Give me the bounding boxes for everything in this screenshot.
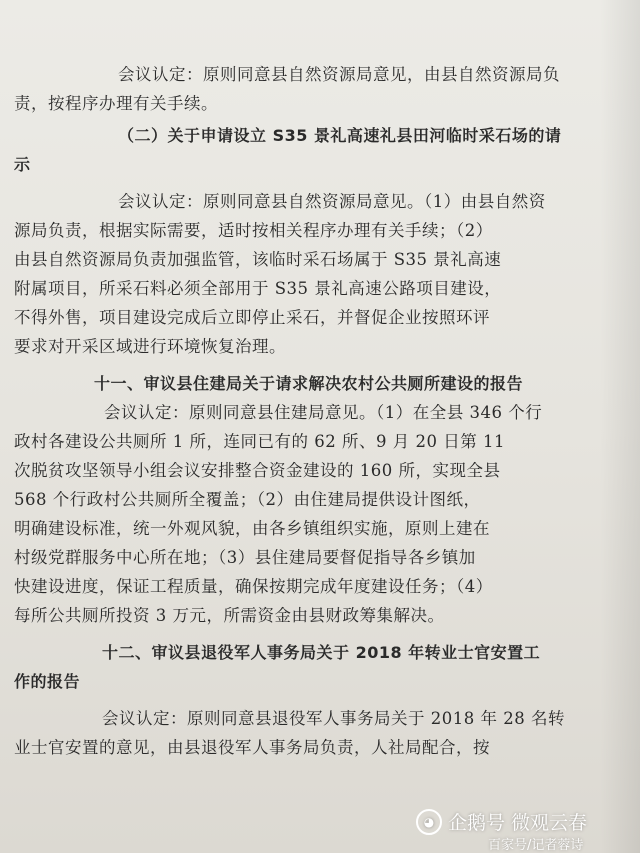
text-line: 快建设进度，保证工程质量，确保按期完成年度建设任务；（4） xyxy=(14,577,493,596)
text-line: 源局负责，根据实际需要，适时按相关程序办理有关手续；（2） xyxy=(14,221,493,240)
heading-line: 十二、审议县退役军人事务局关于 2018 年转业士官安置工 xyxy=(102,643,541,662)
text-line: 村级党群服务中心所在地；（3）县住建局要督促指导各乡镇加 xyxy=(14,548,476,567)
paragraph-natural-resources-1 xyxy=(14,60,630,118)
penguin-logo-icon: ◕ xyxy=(416,809,442,835)
text-line: 明确建设标准，统一外观风貌，由各乡镇组织实施，原则上建在 xyxy=(14,519,490,538)
text-line: 责，按程序办理有关手续。 xyxy=(14,94,218,113)
watermark-subtext: 百家号/记者蓉诗 xyxy=(488,838,584,853)
paragraph-toilet-decision xyxy=(14,398,630,630)
section-heading-quarry xyxy=(14,121,630,179)
text-line: 568 个行政村公共厕所全覆盖；（2）由住建局提供设计图纸， xyxy=(14,490,481,509)
watermark-text: 企鹅号 微观云春 xyxy=(448,812,588,834)
text-line: 次脱贫攻坚领导小组会议安排整合资金建设的 160 所，实现全县 xyxy=(14,461,501,480)
page-shadow xyxy=(600,0,640,853)
text-line: 要求对开采区域进行环境恢复治理。 xyxy=(14,337,286,356)
text-line: 由县自然资源局负责加强监管，该临时采石场属于 S35 景礼高速 xyxy=(14,250,502,269)
text-line: 不得外售，项目建设完成后立即停止采石，并督促企业按照环评 xyxy=(14,308,490,327)
text-line: 会议认定：原则同意县自然资源局意见。（1）由县自然资 xyxy=(118,192,546,211)
text-line: 会议认定：原则同意县自然资源局意见，由县自然资源局负 xyxy=(118,65,560,84)
heading-line: 十一、审议县住建局关于请求解决农村公共厕所建设的报告 xyxy=(94,374,524,393)
text-line: 业士官安置的意见，由县退役军人事务局负责，人社局配合，按 xyxy=(14,738,490,757)
text-line: 每所公共厕所投资 3 万元，所需资金由县财政筹集解决。 xyxy=(14,606,445,625)
text-line: 政村各建设公共厕所 1 所，连同已有的 62 所、9 月 20 日第 11 xyxy=(14,432,505,451)
heading-line: （二）关于申请设立 S35 景礼高速礼县田河临时采石场的请 xyxy=(118,126,562,145)
paragraph-veterans-decision xyxy=(14,704,630,762)
heading-line: 示 xyxy=(14,155,31,174)
watermark xyxy=(416,808,587,835)
heading-line: 作的报告 xyxy=(14,672,81,691)
text-line: 会议认定：原则同意县退役军人事务局关于 2018 年 28 名转 xyxy=(102,709,565,728)
text-line: 附属项目，所采石料必须全部用于 S35 景礼高速公路项目建设， xyxy=(14,279,502,298)
document-text xyxy=(14,60,630,762)
section-heading-eleven xyxy=(14,369,630,398)
paragraph-quarry-decision xyxy=(14,187,630,361)
section-heading-twelve xyxy=(14,638,630,696)
text-line: 会议认定：原则同意县住建局意见。（1）在全县 346 个行 xyxy=(104,403,543,422)
